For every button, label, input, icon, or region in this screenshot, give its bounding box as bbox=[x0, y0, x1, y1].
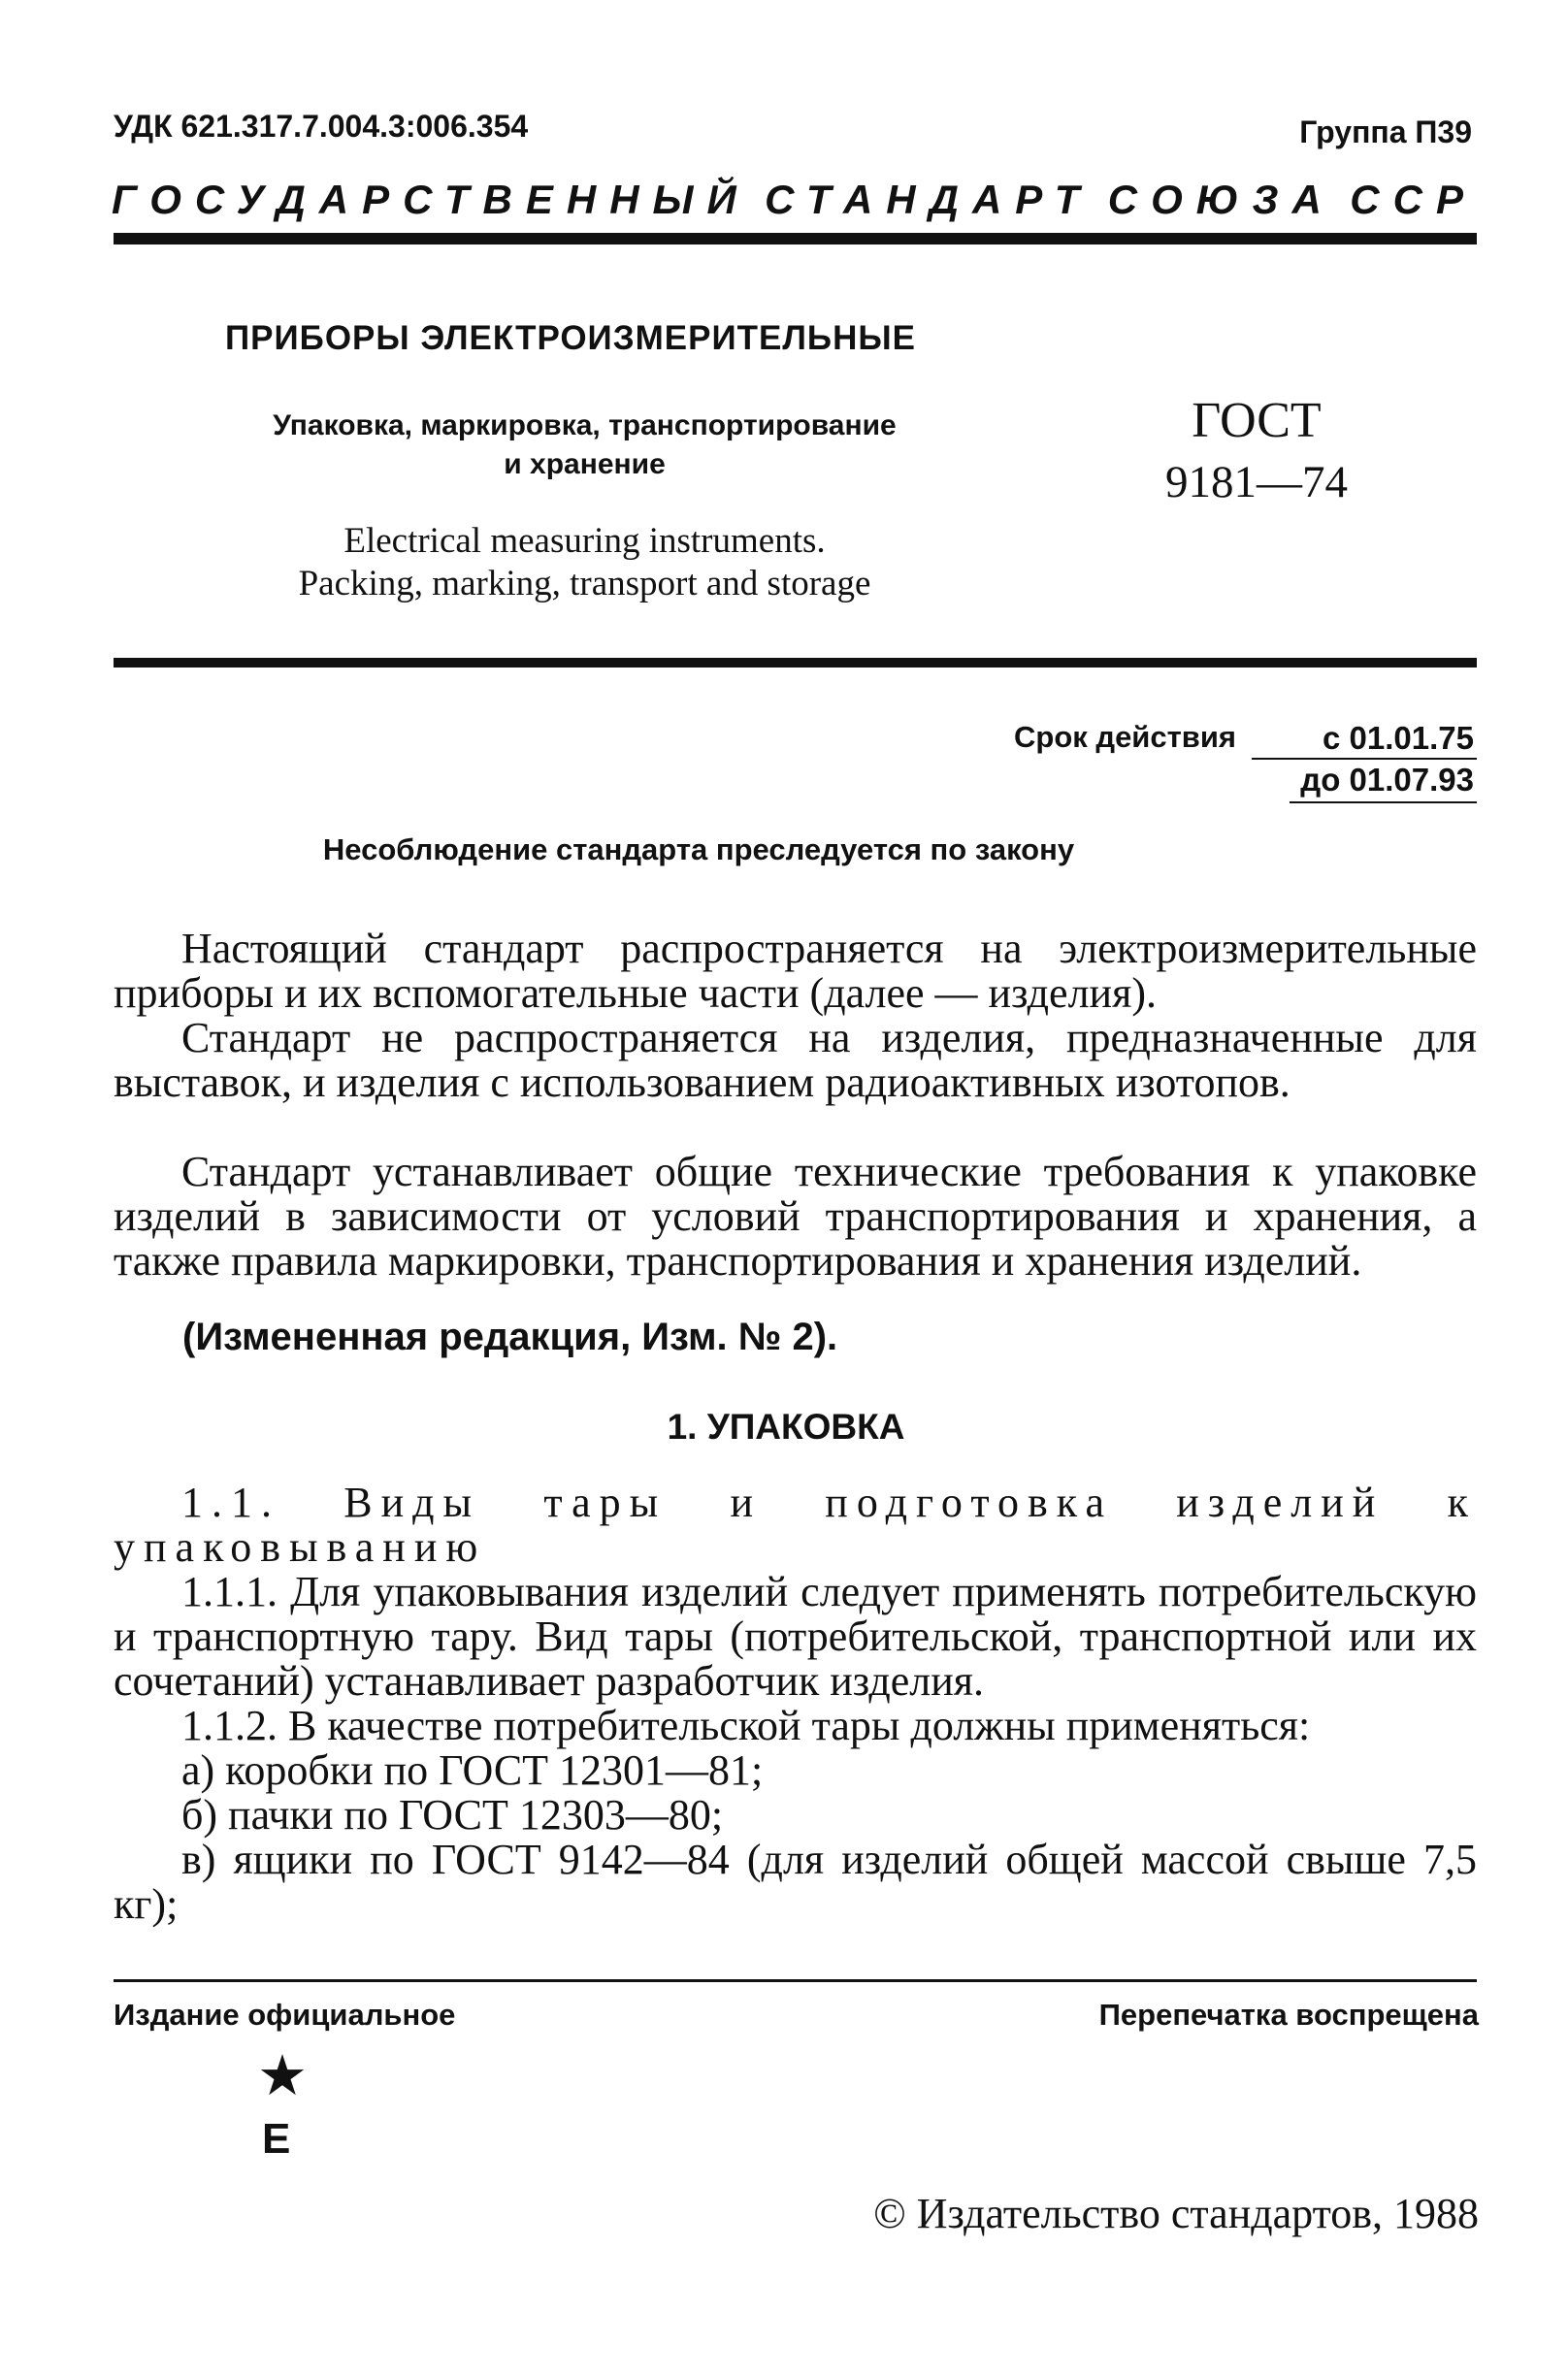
paragraph-scope: Настоящий стандарт распространяется на электроизмерительные приборы и их вспомогательные части (далее — изделия). bbox=[114, 925, 1477, 1017]
document-title: ПРИБОРЫ ЭЛЕКТРОИЗМЕРИТЕЛЬНЫЕ bbox=[225, 319, 916, 357]
government-standard-title bbox=[112, 177, 1477, 223]
list-item-b: б) пачки по ГОСТ 12303—80; bbox=[181, 1791, 724, 1839]
gov-title-word: ССР bbox=[1350, 177, 1477, 222]
revision-note: (Измененная редакция, Изм. № 2). bbox=[182, 1316, 838, 1358]
list-item-a: а) коробки по ГОСТ 12301—81; bbox=[181, 1746, 764, 1794]
gov-title-word: СОЮЗА bbox=[1107, 177, 1335, 222]
validity-underline bbox=[1290, 801, 1477, 803]
gov-title-word: СТАНДАРТ bbox=[765, 177, 1094, 222]
title-block-rule bbox=[114, 658, 1477, 668]
group-code: Группа П39 bbox=[1299, 114, 1472, 149]
validity-from: с 01.01.75 bbox=[1323, 720, 1474, 756]
e-mark: Е bbox=[262, 2115, 291, 2163]
russian-subtitle bbox=[213, 407, 956, 484]
reprint-prohibited-label: Перепечатка воспрещена bbox=[1098, 1998, 1479, 2032]
footer-rule bbox=[114, 1979, 1477, 1982]
gov-title-word: ГОСУДАРСТВЕННЫЙ bbox=[112, 177, 750, 222]
subtitle-ru-line: Упаковка, маркировка, транспортирование bbox=[273, 409, 897, 441]
subtitle-en-line: Packing, marking, transport and storage bbox=[298, 564, 871, 603]
udk-code: УДК 621.317.7.004.3:006.354 bbox=[114, 109, 529, 144]
gost-number: 9181—74 bbox=[1165, 457, 1348, 507]
header-rule bbox=[114, 233, 1477, 244]
english-subtitle bbox=[194, 520, 975, 605]
gost-label: ГОСТ bbox=[1192, 393, 1322, 448]
paragraph-1-1-1: 1.1.1. Для упаковывания изделий следует применять потребительскую и транспортную тару. Вид тары (потребительской, транспортной или их сочетаний) устанавливает разработчик изделия. bbox=[114, 1568, 1477, 1705]
star-icon: ★ bbox=[257, 2044, 308, 2107]
law-notice: Несоблюдение стандарта преследуется по закону bbox=[322, 832, 1075, 866]
copyright-notice: © Издательство стандартов, 1988 bbox=[873, 2190, 1479, 2237]
validity-divider bbox=[1252, 758, 1477, 760]
paragraph-exclusions: Стандарт не распространяется на изделия, предназначенные для выставок, и изделия с использованием радиоактивных изотопов. bbox=[114, 1014, 1477, 1106]
section-heading: 1. УПАКОВКА bbox=[667, 1407, 905, 1447]
paragraph-1-1-2: 1.1.2. В качестве потребительской тары должны применяться: bbox=[181, 1702, 1311, 1749]
list-item-c: в) ящики по ГОСТ 9142—84 (для изделий общей массой свыше 7,5 кг); bbox=[114, 1836, 1477, 1928]
official-edition-label: Издание официальное bbox=[114, 1998, 456, 2032]
validity-to: до 01.07.93 bbox=[1300, 762, 1474, 798]
subtitle-ru-line: и хранение bbox=[504, 448, 666, 480]
subtitle-en-line: Electrical measuring instruments. bbox=[343, 521, 826, 561]
paragraph-requirements: Стандарт устанавливает общие технические требования к упаковке изделий в зависимости от условий транспортирования и хранения, а также правила маркировки, транспортирования и хранения изделий. bbox=[114, 1148, 1477, 1285]
validity-label: Срок действия bbox=[1014, 720, 1236, 754]
subsection-heading: 1.1. Виды тары и подготовка изделий к упаковыванию bbox=[114, 1479, 1477, 1571]
